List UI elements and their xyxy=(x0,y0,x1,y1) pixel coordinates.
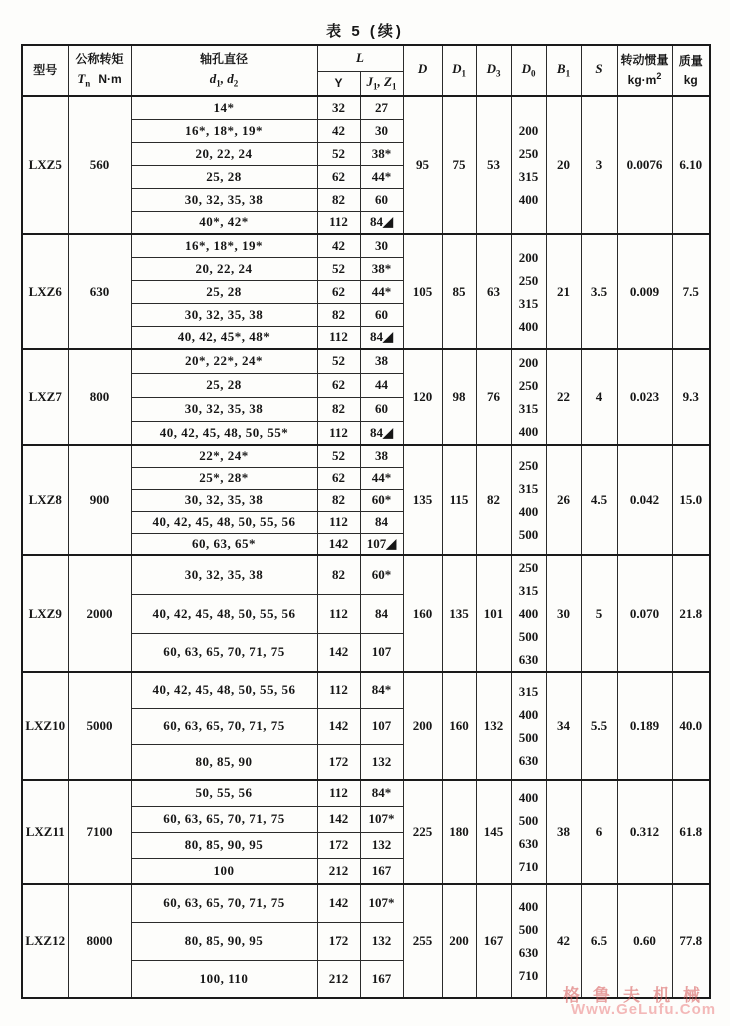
b1-cell: 21 xyxy=(546,234,581,349)
length-y-cell: 112 xyxy=(317,672,360,708)
d0-value: 315 xyxy=(518,684,539,699)
torque-cell: 5000 xyxy=(68,672,131,780)
length-j1z1-cell: 27 xyxy=(360,96,403,119)
col-header-torque xyxy=(68,45,131,96)
mass-cell: 61.8 xyxy=(672,780,710,884)
d0-value: 200 xyxy=(518,355,539,370)
torque-cell: 2000 xyxy=(68,555,131,672)
d0-value: 200 xyxy=(518,249,539,265)
length-y-cell: 142 xyxy=(317,708,360,744)
bore-cell: 16*, 18*, 19* xyxy=(131,234,317,257)
d0-value: 630 xyxy=(518,652,539,667)
length-y-cell: 62 xyxy=(317,373,360,397)
d-cell: 120 xyxy=(403,349,442,445)
d0-cell xyxy=(511,96,546,234)
model-cell: LXZ10 xyxy=(22,672,68,780)
col-header-D: D xyxy=(403,45,442,96)
d3-cell: 167 xyxy=(476,884,511,998)
length-y-cell: 172 xyxy=(317,922,360,960)
d0-value: 630 xyxy=(518,753,539,768)
inertia-cell: 0.009 xyxy=(617,234,672,349)
d0-cell xyxy=(511,555,546,672)
length-y-cell: 142 xyxy=(317,633,360,672)
length-y-cell: 62 xyxy=(317,467,360,489)
bore-cell: 20*, 22*, 24* xyxy=(131,349,317,373)
s-cell: 6 xyxy=(581,780,617,884)
bore-cell: 40, 42, 45, 48, 50, 55, 56 xyxy=(131,594,317,633)
s-cell: 4 xyxy=(581,349,617,445)
d0-value: 315 xyxy=(518,401,539,416)
length-j1z1-cell: 107◢ xyxy=(360,533,403,555)
length-j1z1-cell: 60 xyxy=(360,303,403,326)
bore-cell: 60, 63, 65, 70, 71, 75 xyxy=(131,708,317,744)
watermark-text: 格鲁夫机械 xyxy=(563,986,713,1005)
bore-cell: 25, 28 xyxy=(131,165,317,188)
length-y-cell: 62 xyxy=(317,165,360,188)
inertia-cell: 0.60 xyxy=(617,884,672,998)
length-y-cell: 142 xyxy=(317,884,360,922)
bore-cell: 60, 63, 65, 70, 71, 75 xyxy=(131,884,317,922)
model-cell: LXZ12 xyxy=(22,884,68,998)
inertia-cell: 0.070 xyxy=(617,555,672,672)
d1-cell: 115 xyxy=(442,445,476,555)
length-j1z1-cell: 107* xyxy=(360,884,403,922)
d0-value: 400 xyxy=(518,790,539,805)
length-j1z1-cell: 44* xyxy=(360,467,403,489)
length-y-cell: 142 xyxy=(317,806,360,832)
d0-value: 710 xyxy=(518,968,539,983)
length-j1z1-cell: 84◢ xyxy=(360,211,403,234)
d0-value: 400 xyxy=(518,707,539,722)
bore-cell: 40, 42, 45, 48, 50, 55* xyxy=(131,421,317,445)
d0-cell xyxy=(511,234,546,349)
d1-cell: 75 xyxy=(442,96,476,234)
model-cell: LXZ8 xyxy=(22,445,68,555)
bore-cell: 30, 32, 35, 38 xyxy=(131,489,317,511)
b1-cell: 30 xyxy=(546,555,581,672)
bore-cell: 50, 55, 56 xyxy=(131,780,317,806)
length-y-cell: 112 xyxy=(317,326,360,349)
d-cell: 225 xyxy=(403,780,442,884)
b1-cell: 38 xyxy=(546,780,581,884)
d0-value: 400 xyxy=(518,192,539,207)
length-y-cell: 172 xyxy=(317,744,360,780)
length-j1z1-cell: 44* xyxy=(360,280,403,303)
length-y-cell: 42 xyxy=(317,119,360,142)
d1-cell: 200 xyxy=(442,884,476,998)
b1-cell: 22 xyxy=(546,349,581,445)
length-y-cell: 62 xyxy=(317,280,360,303)
length-j1z1-cell: 84* xyxy=(360,672,403,708)
d0-value: 400 xyxy=(518,424,539,439)
d0-value: 250 xyxy=(518,146,539,161)
bore-cell: 40, 42, 45*, 48* xyxy=(131,326,317,349)
d0-value: 500 xyxy=(518,922,539,937)
d0-value: 630 xyxy=(518,836,539,851)
length-j1z1-cell: 60* xyxy=(360,489,403,511)
length-j1z1-cell: 60 xyxy=(360,188,403,211)
table-body xyxy=(22,96,710,998)
inertia-cell: 0.023 xyxy=(617,349,672,445)
length-j1z1-cell: 38* xyxy=(360,142,403,165)
col-header-L: L xyxy=(317,45,403,71)
d1-cell: 98 xyxy=(442,349,476,445)
table-row xyxy=(22,349,710,373)
b1-cell: 20 xyxy=(546,96,581,234)
header-row-1 xyxy=(22,45,710,71)
s-cell: 4.5 xyxy=(581,445,617,555)
col-header-D1: $D_1$ xyxy=(442,45,476,96)
bore-cell: 60, 63, 65, 70, 71, 75 xyxy=(131,633,317,672)
d0-cell xyxy=(511,780,546,884)
bore-cell: 25, 28 xyxy=(131,280,317,303)
length-j1z1-cell: 84 xyxy=(360,511,403,533)
length-y-cell: 172 xyxy=(317,832,360,858)
d-cell: 135 xyxy=(403,445,442,555)
mass-cell: 21.8 xyxy=(672,555,710,672)
mass-unit: kg xyxy=(683,72,698,87)
model-cell: LXZ11 xyxy=(22,780,68,884)
length-j1z1-cell: 30 xyxy=(360,234,403,257)
bore-cell: 100 xyxy=(131,858,317,884)
col-header-bore xyxy=(131,45,317,96)
d0-value: 500 xyxy=(518,527,539,542)
d3-cell: 76 xyxy=(476,349,511,445)
d1-cell: 135 xyxy=(442,555,476,672)
d-cell: 200 xyxy=(403,672,442,780)
d1-cell: 180 xyxy=(442,780,476,884)
bore-cell: 30, 32, 35, 38 xyxy=(131,397,317,421)
length-y-cell: 112 xyxy=(317,511,360,533)
bore-cell: 60, 63, 65, 70, 71, 75 xyxy=(131,806,317,832)
d0-value: 315 xyxy=(518,583,539,598)
d0-value: 500 xyxy=(518,730,539,745)
bore-cell: 80, 85, 90, 95 xyxy=(131,922,317,960)
torque-cell: 800 xyxy=(68,349,131,445)
mass-cell: 40.0 xyxy=(672,672,710,780)
torque-cell: 560 xyxy=(68,96,131,234)
d-cell: 105 xyxy=(403,234,442,349)
torque-cell: 8000 xyxy=(68,884,131,998)
d0-value: 500 xyxy=(518,629,539,644)
bore-cell: 22*, 24* xyxy=(131,445,317,467)
d0-cell xyxy=(511,445,546,555)
length-j1z1-cell: 132 xyxy=(360,744,403,780)
length-y-cell: 52 xyxy=(317,257,360,280)
d0-value: 315 xyxy=(518,481,539,496)
b1-cell: 26 xyxy=(546,445,581,555)
d3-cell: 132 xyxy=(476,672,511,780)
bore-cell: 20, 22, 24 xyxy=(131,257,317,280)
length-j1z1-cell: 132 xyxy=(360,832,403,858)
d0-value: 400 xyxy=(518,606,539,621)
col-header-mass xyxy=(672,45,710,96)
length-y-cell: 82 xyxy=(317,303,360,326)
d3-cell: 53 xyxy=(476,96,511,234)
torque-label: 公称转矩 xyxy=(75,51,124,66)
inertia-unit: $kg\cdot m^2$ xyxy=(627,71,662,87)
table-row xyxy=(22,672,710,708)
torque-symbol: $T_n$ N·m xyxy=(77,70,122,89)
bore-cell: 40*, 42* xyxy=(131,211,317,234)
d3-cell: 82 xyxy=(476,445,511,555)
mass-cell: 7.5 xyxy=(672,234,710,349)
d0-value: 400 xyxy=(518,504,539,519)
d3-cell: 63 xyxy=(476,234,511,349)
length-j1z1-cell: 132 xyxy=(360,922,403,960)
length-j1z1-cell: 38* xyxy=(360,257,403,280)
length-j1z1-cell: 84* xyxy=(360,780,403,806)
d0-value: 315 xyxy=(518,295,539,311)
bore-cell: 100, 110 xyxy=(131,960,317,998)
d0-value: 710 xyxy=(518,859,539,874)
d0-value: 630 xyxy=(518,945,539,960)
torque-cell: 900 xyxy=(68,445,131,555)
d3-cell: 101 xyxy=(476,555,511,672)
length-y-cell: 112 xyxy=(317,211,360,234)
d0-value: 250 xyxy=(518,272,539,288)
table-row xyxy=(22,96,710,119)
inertia-cell: 0.312 xyxy=(617,780,672,884)
bore-label: 轴孔直径 xyxy=(199,51,248,66)
bore-symbols: $d_1$, $d_2$ xyxy=(209,70,239,89)
s-cell: 3.5 xyxy=(581,234,617,349)
torque-cell: 630 xyxy=(68,234,131,349)
bore-cell: 14* xyxy=(131,96,317,119)
col-header-J1Z1: $J_1$, $Z_1$ xyxy=(360,71,403,96)
model-cell: LXZ7 xyxy=(22,349,68,445)
s-cell: 5.5 xyxy=(581,672,617,780)
table-title: 表 5 (续) xyxy=(326,23,404,40)
length-j1z1-cell: 38 xyxy=(360,445,403,467)
length-j1z1-cell: 107 xyxy=(360,633,403,672)
mass-cell: 6.10 xyxy=(672,96,710,234)
col-header-D3: $D_3$ xyxy=(476,45,511,96)
length-j1z1-cell: 44 xyxy=(360,373,403,397)
d-cell: 160 xyxy=(403,555,442,672)
s-cell: 5 xyxy=(581,555,617,672)
d0-cell xyxy=(511,884,546,998)
d0-value: 500 xyxy=(518,813,539,828)
d0-value: 400 xyxy=(518,899,539,914)
inertia-cell: 0.0076 xyxy=(617,96,672,234)
table-row xyxy=(22,884,710,922)
length-y-cell: 52 xyxy=(317,349,360,373)
inertia-cell: 0.042 xyxy=(617,445,672,555)
b1-cell: 34 xyxy=(546,672,581,780)
s-cell: 3 xyxy=(581,96,617,234)
d0-value: 400 xyxy=(518,318,539,334)
col-header-B1: $B_1$ xyxy=(546,45,581,96)
d0-value: 250 xyxy=(518,378,539,393)
bore-cell: 40, 42, 45, 48, 50, 55, 56 xyxy=(131,511,317,533)
length-y-cell: 82 xyxy=(317,489,360,511)
length-j1z1-cell: 60* xyxy=(360,555,403,594)
col-header-model: 型号 xyxy=(22,45,68,96)
inertia-cell: 0.189 xyxy=(617,672,672,780)
length-y-cell: 82 xyxy=(317,555,360,594)
col-header-D0: $D_0$ xyxy=(511,45,546,96)
length-j1z1-cell: 84◢ xyxy=(360,326,403,349)
d-cell: 95 xyxy=(403,96,442,234)
length-j1z1-cell: 107 xyxy=(360,708,403,744)
watermark-url: Www.GeLufu.Com xyxy=(571,1001,717,1018)
bore-cell: 25, 28 xyxy=(131,373,317,397)
length-y-cell: 82 xyxy=(317,397,360,421)
d-cell: 255 xyxy=(403,884,442,998)
length-y-cell: 32 xyxy=(317,96,360,119)
mass-cell: 77.8 xyxy=(672,884,710,998)
d0-cell xyxy=(511,349,546,445)
bore-cell: 20, 22, 24 xyxy=(131,142,317,165)
length-y-cell: 212 xyxy=(317,858,360,884)
bore-cell: 80, 85, 90 xyxy=(131,744,317,780)
table-row xyxy=(22,445,710,467)
model-cell: LXZ9 xyxy=(22,555,68,672)
length-y-cell: 42 xyxy=(317,234,360,257)
col-header-inertia xyxy=(617,45,672,96)
d0-value: 250 xyxy=(518,458,539,473)
coupling-spec-table xyxy=(21,44,711,999)
length-j1z1-cell: 167 xyxy=(360,858,403,884)
length-y-cell: 82 xyxy=(317,188,360,211)
s-cell: 6.5 xyxy=(581,884,617,998)
length-y-cell: 112 xyxy=(317,421,360,445)
table-row xyxy=(22,780,710,806)
bore-cell: 25*, 28* xyxy=(131,467,317,489)
length-j1z1-cell: 44* xyxy=(360,165,403,188)
length-j1z1-cell: 60 xyxy=(360,397,403,421)
bore-cell: 30, 32, 35, 38 xyxy=(131,188,317,211)
d0-value: 315 xyxy=(518,169,539,184)
length-y-cell: 52 xyxy=(317,445,360,467)
length-j1z1-cell: 30 xyxy=(360,119,403,142)
b1-cell: 42 xyxy=(546,884,581,998)
length-j1z1-cell: 84◢ xyxy=(360,421,403,445)
mass-cell: 15.0 xyxy=(672,445,710,555)
d1-cell: 85 xyxy=(442,234,476,349)
model-cell: LXZ5 xyxy=(22,96,68,234)
col-header-S: S xyxy=(581,45,617,96)
col-header-Y: Y xyxy=(317,71,360,96)
d0-value: 200 xyxy=(518,123,539,138)
length-j1z1-cell: 38 xyxy=(360,349,403,373)
d0-value: 250 xyxy=(518,560,539,575)
model-cell: LXZ6 xyxy=(22,234,68,349)
table-row xyxy=(22,234,710,257)
mass-label: 质量 xyxy=(678,53,703,68)
d0-cell xyxy=(511,672,546,780)
length-j1z1-cell: 167 xyxy=(360,960,403,998)
bore-cell: 60, 63, 65* xyxy=(131,533,317,555)
mass-cell: 9.3 xyxy=(672,349,710,445)
length-j1z1-cell: 84 xyxy=(360,594,403,633)
bore-cell: 40, 42, 45, 48, 50, 55, 56 xyxy=(131,672,317,708)
bore-cell: 80, 85, 90, 95 xyxy=(131,832,317,858)
bore-cell: 30, 32, 35, 38 xyxy=(131,303,317,326)
length-y-cell: 142 xyxy=(317,533,360,555)
d1-cell: 160 xyxy=(442,672,476,780)
d3-cell: 145 xyxy=(476,780,511,884)
torque-cell: 7100 xyxy=(68,780,131,884)
length-y-cell: 52 xyxy=(317,142,360,165)
table-header xyxy=(22,45,710,96)
inertia-label: 转动惯量 xyxy=(620,53,669,68)
table-row xyxy=(22,555,710,594)
length-y-cell: 112 xyxy=(317,780,360,806)
length-j1z1-cell: 107* xyxy=(360,806,403,832)
length-y-cell: 212 xyxy=(317,960,360,998)
bore-cell: 16*, 18*, 19* xyxy=(131,119,317,142)
length-y-cell: 112 xyxy=(317,594,360,633)
bore-cell: 30, 32, 35, 38 xyxy=(131,555,317,594)
